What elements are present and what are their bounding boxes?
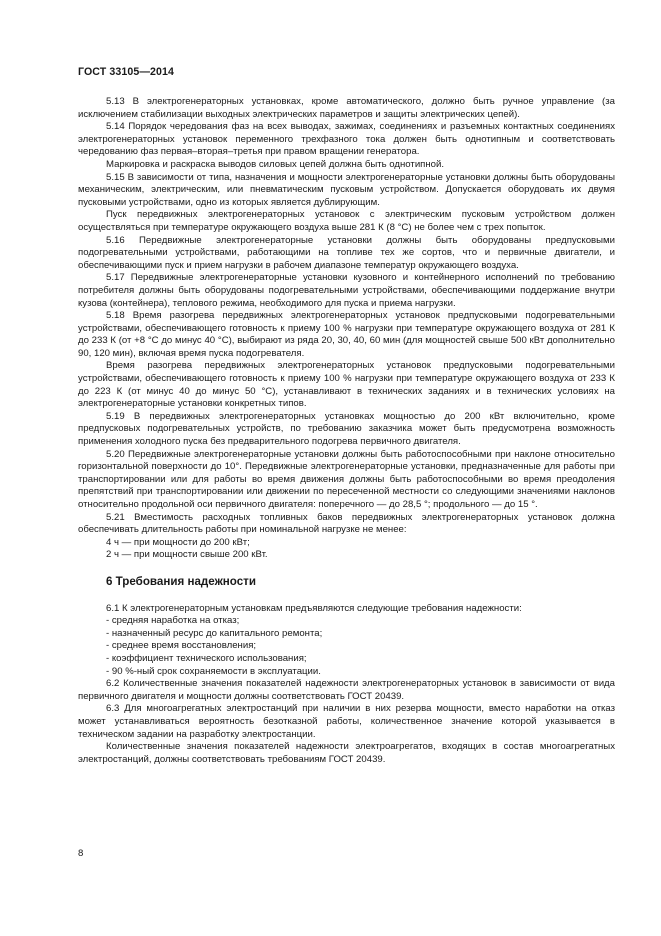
paragraph: 2 ч — при мощности свыше 200 кВт. bbox=[106, 549, 268, 561]
list-item: - 90 %-ный срок сохраняемости в эксплуатации. bbox=[106, 665, 321, 677]
paragraph: Время разогрева передвижных электрогенераторных установок предпусковыми подогревательными устройствами, обеспечивающего готовность к приему 100 % нагрузки при температуре окружающего воздуха от 233 К до 223 К (от минус 40 до минус 50 °С), устанавливают в технических заданиях и в технических условиях на электрогенераторные установки конкретных типов. bbox=[78, 360, 615, 410]
paragraph: Маркировка и раскраска выводов силовых цепей должна быть однотипной. bbox=[106, 158, 445, 170]
list-item: - коэффициент технического использования; bbox=[106, 652, 307, 664]
paragraph: 6.3 Для многоагрегатных электростанций при наличии в них резерва мощности, вместо наработки на отказ может устанавливаться вероятность безотказной работы, количественное значение которой указывается в техническом задании на разработку электростанции. bbox=[78, 703, 615, 740]
paragraph: 5.14 Порядок чередования фаз на всех выводах, зажимах, соединениях и разъемных контактных соединениях электрогенераторных установок переменного трехфазного тока должен быть однотипным и соответствовать чередованию фаз первая–вторая–третья при правом вращении генератора. bbox=[78, 121, 615, 158]
paragraph: 5.16 Передвижные электрогенераторные установки должны быть оборудованы предпусковыми подогревательными устройствами, работающими на топливе тех же сортов, что и первичные двигатели, и обеспечивающими пуск и прием нагрузки в рабочем диапазоне температур окружающего воздуха. bbox=[78, 234, 615, 271]
paragraph: 5.18 Время разогрева передвижных электрогенераторных установок предпусковыми подогревательными устройствами, обеспечивающего готовность к приему 100 % нагрузки при температуре окружающего воздуха от 281 К до 233 К (от +8 °С до минус 40 °С), выбирают из ряда 20, 30, 40, 60 мин (для мощностей свыше 500 кВт дополнительно 90, 120 мин), включая время пуска подогревателя. bbox=[78, 310, 615, 359]
paragraph: Пуск передвижных электрогенераторных установок с электрическим пусковым устройством должен осуществляться при температуре окружающего воздуха выше 281 К (8 °С) не более чем с трех попыток. bbox=[78, 209, 615, 233]
paragraph: Количественные значения показателей надежности электроагрегатов, входящих в состав многоагрегатных электростанций, должны соответствовать требованиям ГОСТ 20439. bbox=[78, 741, 615, 765]
paragraph: 5.21 Вместимость расходных топливных баков передвижных электрогенераторных установок должна обеспечивать длительность работы при номинальной нагрузке не менее: bbox=[78, 511, 615, 536]
page-number: 8 bbox=[78, 848, 84, 859]
paragraph-block-section-6 bbox=[78, 603, 615, 767]
list-item: - среднее время восстановления; bbox=[106, 640, 257, 652]
paragraph: 5.20 Передвижные электрогенераторные установки должны быть работоспособными при наклоне относительно горизонтальной поверхности до 10°. Передвижные электрогенераторные установки, предназначенные для работы при транспортировании или для работы во время движения должны быть работоспособными во время преодоления препятствий при транспортировании или движении по пересеченной местности со следующими значениями наклонов относительно продольной оси первичного двигателя: поперечного — до 28,5 °; продольного — до 15 °. bbox=[78, 448, 615, 510]
paragraph-block-section-5 bbox=[78, 96, 615, 562]
document-body bbox=[78, 96, 615, 766]
list-item: - средняя наработка на отказ; bbox=[106, 615, 240, 627]
paragraph: 6.2 Количественные значения показателей надежности электрогенераторных установок в зависимости от вида первичного двигателя и мощности должны соответствовать ГОСТ 20439. bbox=[78, 678, 615, 702]
document-header: ГОСТ 33105—2014 bbox=[78, 66, 175, 78]
paragraph: 4 ч — при мощности до 200 кВт; bbox=[106, 536, 250, 548]
list-item: - назначенный ресурс до капитального ремонта; bbox=[106, 627, 323, 639]
section-title: 6 Требования надежности bbox=[106, 574, 256, 588]
paragraph: 5.15 В зависимости от типа, назначения и мощности электрогенераторные установки должны быть оборудованы механическим, электрическим, или пневматическим пусковым устройством. Допускается оборудовать их двумя пусковыми устройствами, одно из которых является дублирующим. bbox=[78, 171, 615, 208]
paragraph: 6.1 К электрогенераторным установкам предъявляются следующие требования надежности: bbox=[106, 602, 522, 614]
paragraph: 5.13 В электрогенераторных установках, кроме автоматического, должно быть ручное управление (за исключением стабилизации выходных электрических параметров и защиты электрических цепей). bbox=[78, 96, 615, 120]
paragraph: 5.17 Передвижные электрогенераторные установки кузовного и контейнерного исполнений по требованию потребителя должны быть оборудованы подогревательными устройствами, обеспечивающими поддержание внутри кузова (контейнера), теплового режима, необходимого для пуска и приема нагрузки. bbox=[78, 272, 615, 309]
paragraph: 5.19 В передвижных электрогенераторных установках мощностью до 200 кВт включительно, кроме предпусковых подогревательных устройств, по требованию заказчика может быть предусмотрена возможность применения холодного пуска без предварительного подогрева первичного двигателя. bbox=[78, 410, 615, 448]
